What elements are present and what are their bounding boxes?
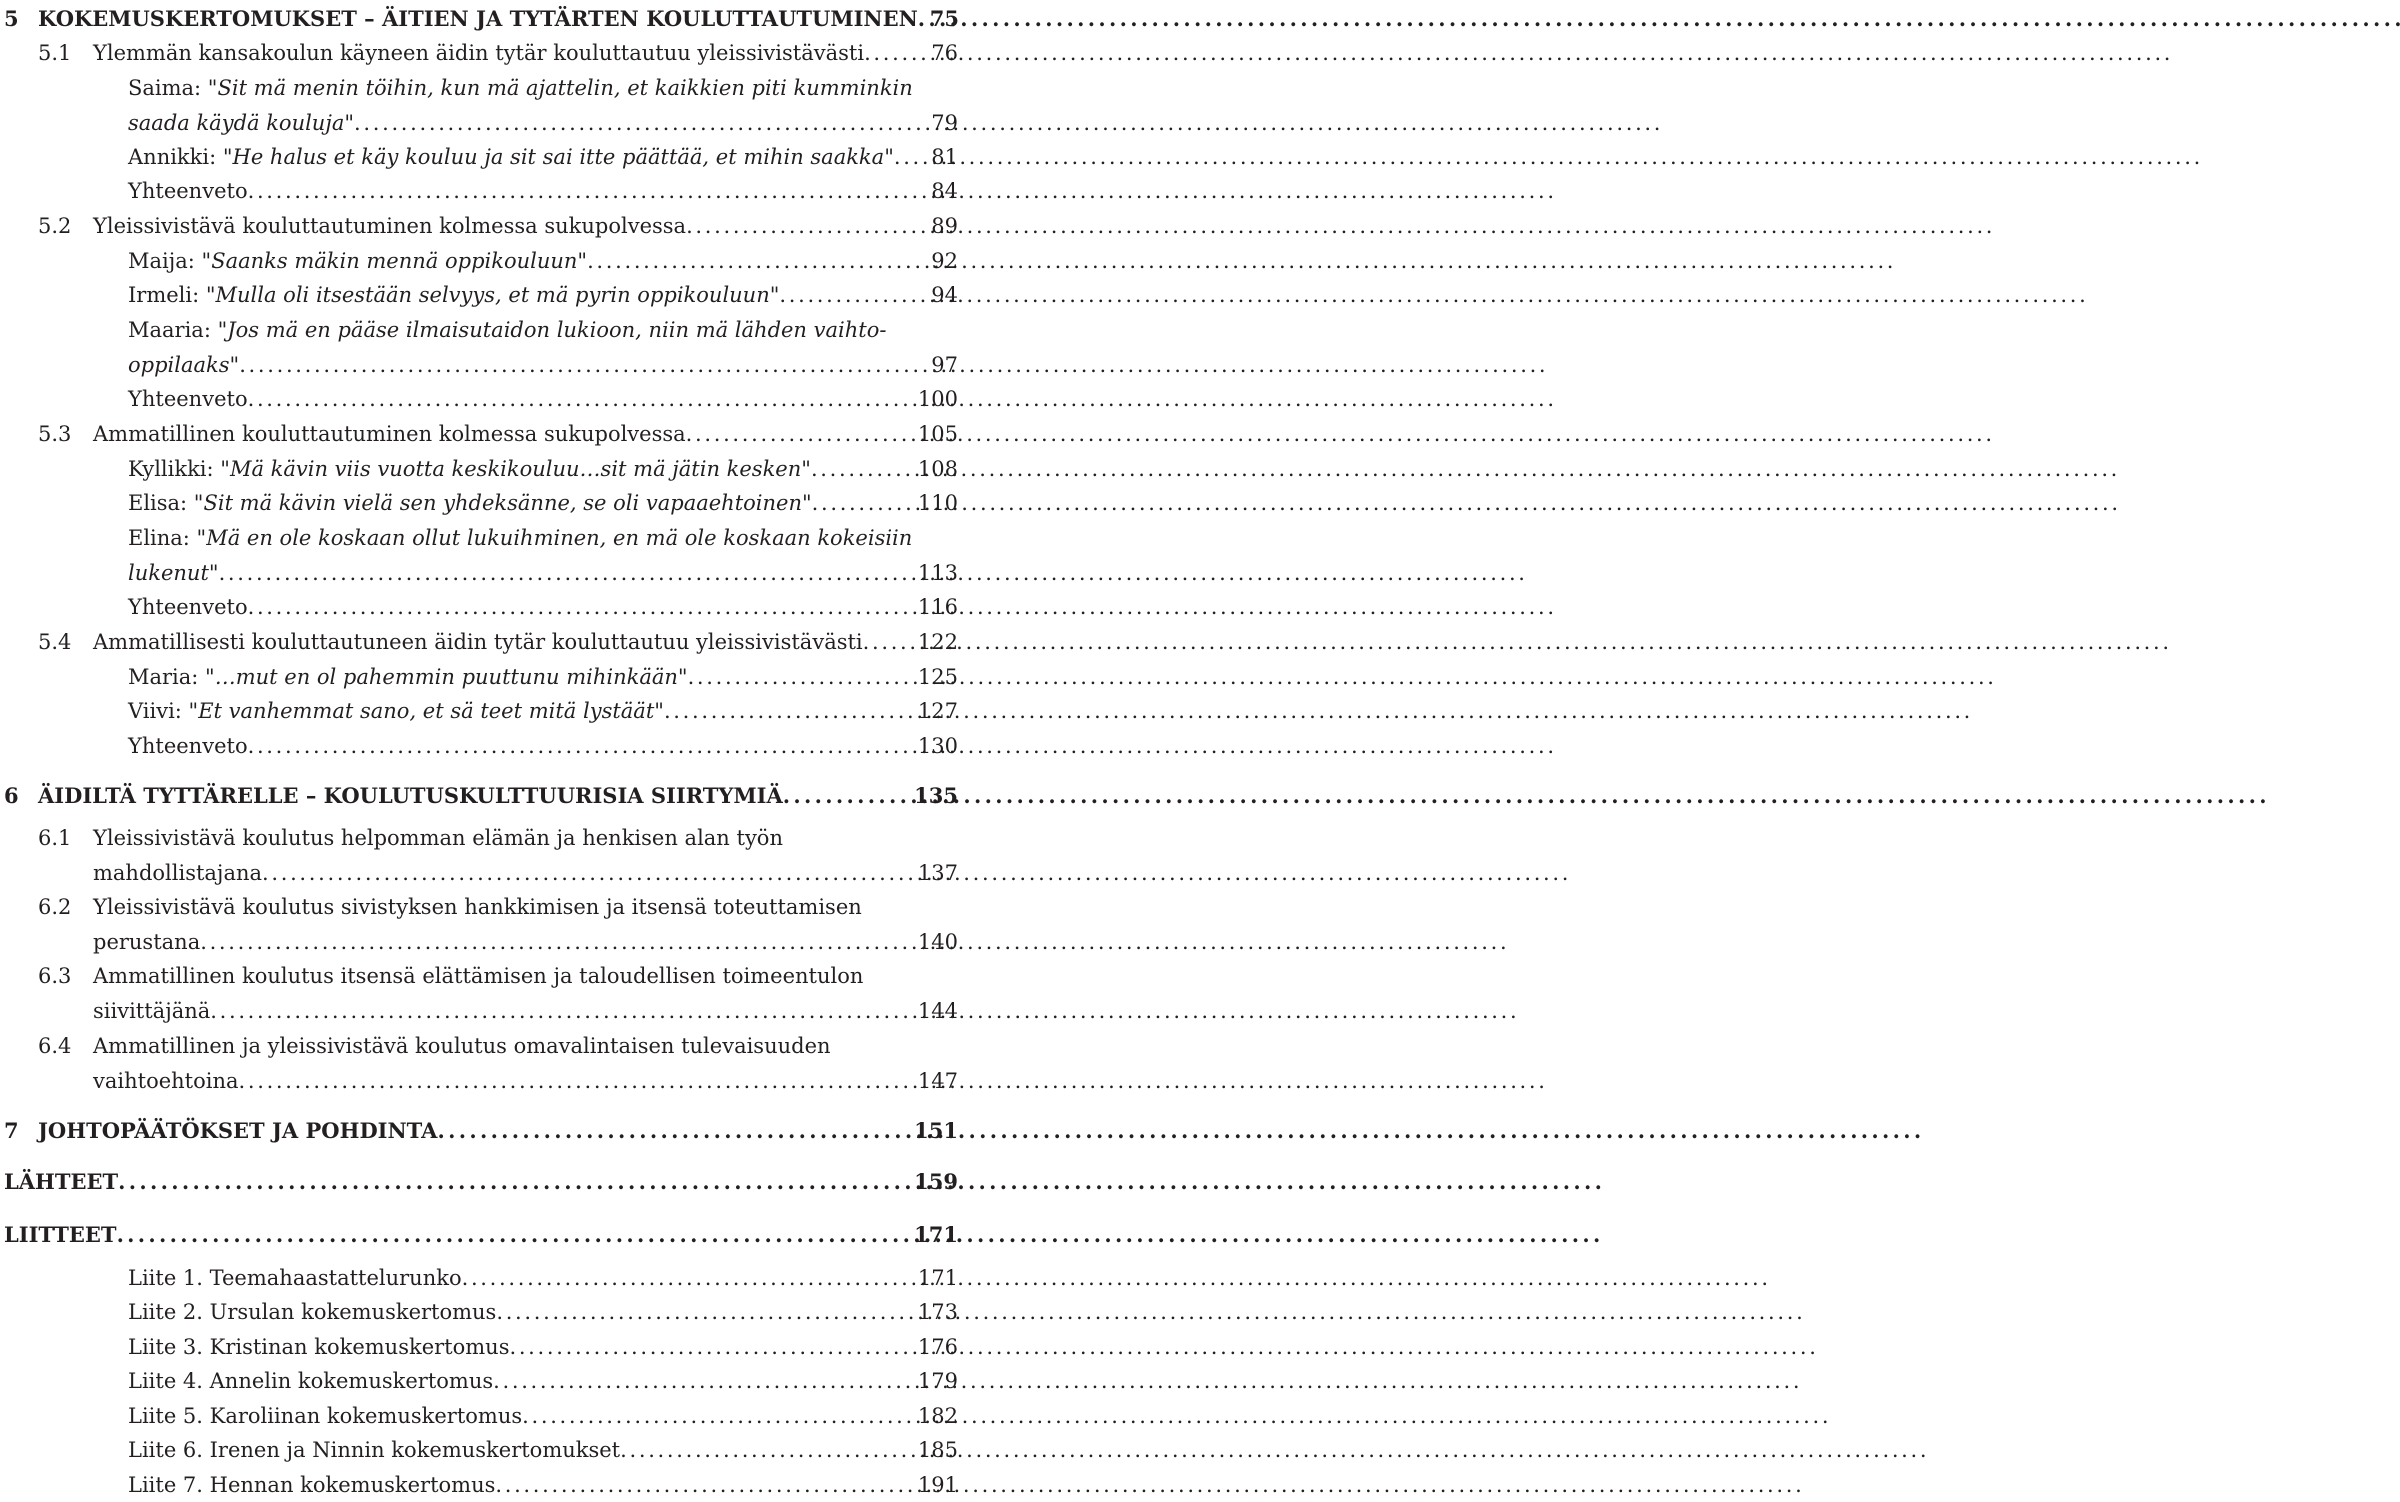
dot-leader <box>437 1114 912 1148</box>
toc-entry-number: 6.1 <box>38 826 72 850</box>
dot-leader <box>248 174 930 208</box>
dot-leader <box>587 244 929 278</box>
dot-leader <box>210 994 916 1028</box>
toc-entry-title-part: " <box>801 457 811 481</box>
toc-entry-title-part: Yhteenveto <box>128 387 248 411</box>
toc-entry-title-part: Elisa: " <box>128 491 204 515</box>
dot-leader <box>894 140 929 174</box>
dot-leader <box>248 382 916 416</box>
toc-entry-title-part: He halus et käy kouluu ja sit sai itte päättää, et mihin saakka <box>232 145 885 169</box>
toc-entry-title <box>128 1330 509 1364</box>
dot-leader <box>779 278 929 312</box>
toc-entry-title <box>93 1064 239 1098</box>
toc-entry-title <box>93 417 686 451</box>
toc-entry-title <box>38 2 918 36</box>
toc-entry-title-part: Maija: " <box>128 249 212 273</box>
dot-leader <box>509 1330 915 1364</box>
toc-entry-title <box>128 452 811 486</box>
toc-entry-title <box>128 660 688 694</box>
toc-entry-title-part: perustana <box>93 930 201 954</box>
toc-entry-page-number: 75 <box>929 6 960 31</box>
toc-entry-number: 5.2 <box>38 214 72 238</box>
toc-entry-page-number: 81 <box>931 145 958 169</box>
toc-entry-title-part: Maaria: " <box>128 318 228 342</box>
toc-entry-number: 5.1 <box>38 41 72 65</box>
toc-entry-page-number: 140 <box>917 930 958 954</box>
toc-entry-title-part: saada käydä kouluja <box>128 111 345 135</box>
toc-entry-title-part: Yhteenveto <box>128 734 248 758</box>
toc-entry-title <box>128 1399 522 1433</box>
dot-leader <box>688 660 916 694</box>
toc-entry-title <box>93 925 200 959</box>
toc-entry-title-part: Liite 5. Karoliinan kokemuskertomus <box>128 1404 523 1428</box>
toc-entry-title-part: LÄHTEET <box>4 1169 119 1194</box>
toc-entry-title <box>128 174 248 208</box>
toc-entry-title <box>93 890 862 924</box>
toc-entry-number: 6 <box>4 783 19 808</box>
dot-leader <box>664 694 916 728</box>
toc-entry-title-part: Yhteenveto <box>128 179 248 203</box>
toc-entry-title-part: JOHTOPÄÄTÖKSET JA POHDINTA <box>38 1118 438 1143</box>
toc-entry-title-part: KOKEMUSKERTOMUKSET – ÄITIEN JA TYTÄRTEN KOULUTTAUTUMINEN <box>38 6 918 31</box>
toc-entry-page-number: 94 <box>931 283 958 307</box>
toc-entry-title-part: …mut en ol pahemmin puuttunu mihinkään <box>214 665 678 689</box>
toc-entry-page-number: 159 <box>914 1169 958 1194</box>
toc-entry-page-number: 116 <box>917 595 958 619</box>
toc-entry-title-part: Liite 3. Kristinan kokemuskertomus <box>128 1335 510 1359</box>
toc-entry-page-number: 147 <box>917 1069 958 1093</box>
toc-entry-title-part: Yleissivistävä koulutus sivistyksen hankkimisen ja itsensä toteuttamisen <box>93 895 862 919</box>
toc-entry-title-part: siivittäjänä <box>93 999 211 1023</box>
toc-entry-title-part: Sit mä menin töihin, kun mä ajattelin, et kaikkien piti kumminkin <box>217 76 913 100</box>
dot-leader <box>262 856 916 890</box>
toc-entry-title <box>93 209 686 243</box>
toc-entry-page-number: 125 <box>917 665 958 689</box>
toc-entry-title <box>128 1433 620 1467</box>
toc-entry-title-part: Ammatillinen kouluttautuminen kolmessa sukupolvessa <box>93 422 686 446</box>
toc-entry-page-number: 76 <box>931 41 958 65</box>
dot-leader <box>686 209 929 243</box>
toc-entry-title-part: Sit mä kävin vielä sen yhdeksänne, se oli vapaaehtoinen <box>203 491 802 515</box>
toc-entry-title <box>128 694 664 728</box>
dot-leader <box>811 452 916 486</box>
toc-entry-page-number: 105 <box>917 422 958 446</box>
toc-entry-number: 5.3 <box>38 422 72 446</box>
toc-entry-title-part: Mä kävin viis vuotta keskikouluu…sit mä jätin kesken <box>229 457 802 481</box>
toc-entry-title <box>93 994 210 1028</box>
toc-entry-title-part: oppilaaks <box>128 353 230 377</box>
toc-entry-page-number: 84 <box>931 179 958 203</box>
toc-entry-page-number: 151 <box>914 1118 958 1143</box>
toc-entry-title-part: Saanks mäkin mennä oppikouluun <box>211 249 578 273</box>
toc-entry-title <box>128 521 912 555</box>
toc-entry-title-part: Irmeli: " <box>128 283 216 307</box>
toc-entry-title-part: vaihtoehtoina <box>93 1069 239 1093</box>
toc-entry-title-part: Yleissivistävä koulutus helpomman elämän ja henkisen alan työn <box>93 826 783 850</box>
toc-entry-title <box>128 313 886 347</box>
toc-entry-title-part: " <box>577 249 588 273</box>
toc-entry-title <box>4 1218 117 1252</box>
toc-entry-page-number: 89 <box>931 214 958 238</box>
dot-leader <box>118 1165 912 1199</box>
toc-entry-number: 6.4 <box>38 1034 72 1058</box>
toc-entry-title <box>38 1114 437 1148</box>
toc-entry-title <box>93 821 783 855</box>
dot-leader <box>522 1399 916 1433</box>
toc-entry-title <box>4 1165 118 1199</box>
toc-entry-title <box>93 1029 831 1063</box>
dot-leader <box>239 1064 916 1098</box>
dot-leader <box>918 2 928 36</box>
dot-leader <box>248 590 916 624</box>
toc-entry-title-part: Et vanhemmat sano, et sä teet mitä lystäät <box>198 699 655 723</box>
dot-leader <box>620 1433 916 1467</box>
dot-leader <box>200 925 916 959</box>
toc-entry-page-number: 135 <box>914 783 958 808</box>
toc-entry-title-part: Liite 1. Teemahaastattelurunko <box>128 1266 462 1290</box>
dot-leader <box>462 1261 916 1295</box>
toc-entry-page-number: 113 <box>917 561 958 585</box>
dot-leader <box>783 779 912 813</box>
toc-entry-page-number: 137 <box>917 861 958 885</box>
toc-entry-title <box>128 106 354 140</box>
toc-entry-page-number: 191 <box>917 1473 958 1497</box>
toc-entry-title <box>128 244 587 278</box>
toc-entry-title-part: Viivi: " <box>128 699 199 723</box>
toc-entry-page-number: 130 <box>917 734 958 758</box>
toc-entry-title-part: Mulla oli itsestään selvyys, et mä pyrin oppikouluun <box>215 283 770 307</box>
toc-entry-page-number: 179 <box>917 1369 958 1393</box>
toc-entry-number: 5 <box>4 6 19 31</box>
toc-entry-title <box>93 36 864 70</box>
toc-entry-title <box>128 71 913 105</box>
toc-entry-page-number: 100 <box>917 387 958 411</box>
toc-entry-title-part: mahdollistajana <box>93 861 263 885</box>
toc-entry-title-part: Annikki: " <box>128 145 233 169</box>
toc-entry-page-number: 79 <box>931 111 958 135</box>
toc-entry-title <box>128 1295 496 1329</box>
toc-entry-title <box>128 729 248 763</box>
toc-entry-number: 6.3 <box>38 964 72 988</box>
toc-entry-title-part: Liite 4. Annelin kokemuskertomus <box>128 1369 494 1393</box>
toc-entry-page-number: 144 <box>917 999 958 1023</box>
toc-entry-page-number: 176 <box>917 1335 958 1359</box>
toc-entry-title-part: Elina: " <box>128 526 207 550</box>
toc-entry-title-part: Yhteenveto <box>128 595 248 619</box>
toc-entry-title-part: LIITTEET <box>4 1222 117 1247</box>
toc-entry-page-number: 171 <box>914 1222 958 1247</box>
dot-leader <box>493 1364 916 1398</box>
toc-entry-title <box>93 625 863 659</box>
toc-entry-title-part: Ylemmän kansakoulun käyneen äidin tytär kouluttautuu yleissivistävästi <box>93 41 865 65</box>
toc-entry-title <box>128 556 219 590</box>
toc-entry-page-number: 171 <box>917 1266 958 1290</box>
toc-entry-title-part: " <box>344 111 355 135</box>
dot-leader <box>354 106 929 140</box>
dot-leader <box>864 36 929 70</box>
dot-leader <box>496 1295 916 1329</box>
toc-entry-title <box>128 278 779 312</box>
toc-entry-title-part: " <box>229 353 240 377</box>
toc-entry-title-part: Ammatillisesti kouluttautuneen äidin tytär kouluttautuu yleissivistävästi <box>93 630 863 654</box>
dot-leader <box>239 348 929 382</box>
toc-entry-title <box>93 959 863 993</box>
toc-entry-number: 7 <box>4 1118 19 1143</box>
toc-entry-page-number: 92 <box>931 249 958 273</box>
toc-entry-title-part: Liite 6. Irenen ja Ninnin kokemuskertomukset <box>128 1438 621 1462</box>
dot-leader <box>219 556 916 590</box>
toc-entry-page-number: 97 <box>931 353 958 377</box>
toc-entry-title-part: Liite 2. Ursulan kokemuskertomus <box>128 1300 497 1324</box>
dot-leader <box>117 1218 913 1252</box>
dot-leader <box>686 417 916 451</box>
toc-entry-title-part: Ammatillinen koulutus itsensä elättämisen ja taloudellisen toimeentulon <box>93 964 864 988</box>
toc-entry-title <box>128 348 239 382</box>
toc-entry-title <box>38 779 783 813</box>
toc-entry-title <box>93 856 262 890</box>
toc-entry-title <box>128 1468 495 1502</box>
toc-entry-title-part: Jos mä en pääse ilmaisutaidon lukioon, niin mä lähden vaihto- <box>227 318 887 342</box>
toc-entry-page-number: 173 <box>917 1300 958 1324</box>
toc-entry-title-part: Liite 7. Hennan kokemuskertomus <box>128 1473 496 1497</box>
toc-entry-title-part: " <box>769 283 780 307</box>
toc-entry-title <box>128 1261 462 1295</box>
toc-entry-title <box>128 382 248 416</box>
toc-entry-title-part: Yleissivistävä kouluttautuminen kolmessa sukupolvessa <box>93 214 687 238</box>
toc-entry-title-part: Maria: " <box>128 665 215 689</box>
toc-entry-page-number: 110 <box>917 491 958 515</box>
toc-entry-page-number: 182 <box>917 1404 958 1428</box>
toc-entry-title-part: Kyllikki: " <box>128 457 230 481</box>
toc-entry-title-part: " <box>677 665 688 689</box>
dot-leader <box>495 1468 916 1502</box>
toc-entry-page-number: 122 <box>917 630 958 654</box>
toc-entry-number: 6.2 <box>38 895 72 919</box>
toc-entry-title <box>128 486 812 520</box>
dot-leader <box>248 729 916 763</box>
toc-entry-title-part: Ammatillinen ja yleissivistävä koulutus omavalintaisen tulevaisuuden <box>93 1034 831 1058</box>
dot-leader <box>812 486 916 520</box>
toc-entry-title <box>128 1364 493 1398</box>
toc-entry-title <box>128 590 248 624</box>
toc-entry-title-part: " <box>654 699 664 723</box>
toc-entry-title-part: lukenut <box>128 561 209 585</box>
toc-entry-title-part: ÄIDILTÄ TYTTÄRELLE – KOULUTUSKULTTUURISIA SIIRTYMIÄ <box>38 783 783 808</box>
toc-entry-title <box>128 140 894 174</box>
toc-entry-title-part: " <box>801 491 812 515</box>
toc-entry-title-part: Saima: " <box>128 76 218 100</box>
toc-entry-page-number: 127 <box>917 699 958 723</box>
dot-leader <box>863 625 916 659</box>
toc-entry-title-part: " <box>208 561 219 585</box>
toc-entry-title-part: " <box>884 145 894 169</box>
toc-entry-title-part: Mä en ole koskaan ollut lukuihminen, en mä ole koskaan kokeisiin <box>206 526 913 550</box>
toc-entry-page-number: 108 <box>917 457 958 481</box>
toc-entry-number: 5.4 <box>38 630 72 654</box>
toc-entry-page-number: 185 <box>917 1438 958 1462</box>
